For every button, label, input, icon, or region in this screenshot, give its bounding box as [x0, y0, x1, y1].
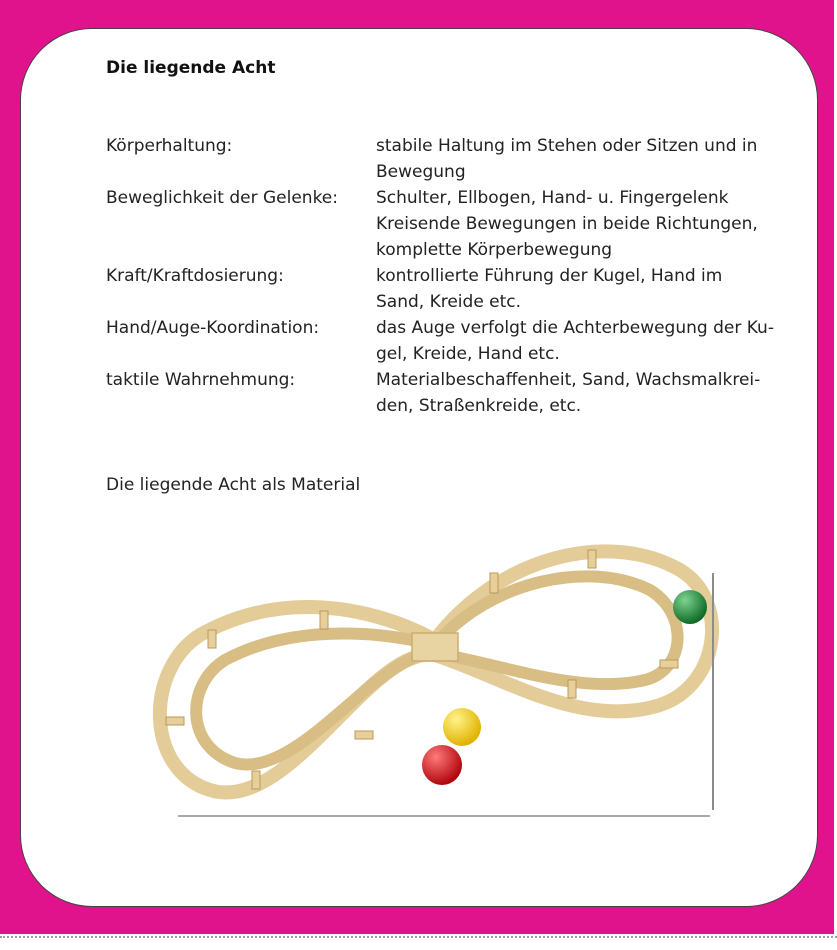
row-label: Beweglichkeit der Gelenke:: [106, 188, 338, 208]
row-value: [376, 315, 786, 367]
row-value: [376, 263, 786, 315]
row-value-line: das Auge verfolgt die Achterbewegung der Ku-: [376, 318, 774, 338]
row-label: taktile Wahrnehmung:: [106, 370, 296, 390]
row-value-line: Materialbeschaffenheit, Sand, Wachsmalkrei-: [376, 370, 761, 390]
row-value-line: Kreisende Bewegungen in beide Richtungen,: [376, 214, 758, 234]
material-subtitle: Die liegende Acht als Material: [106, 475, 361, 495]
row-label: Hand/Auge-Koordination:: [106, 318, 320, 338]
row-value-line: Bewegung: [376, 162, 466, 182]
red-ball: [422, 745, 462, 785]
row-value-line: den, Straßenkreide, etc.: [376, 396, 582, 416]
row-label: Körperhaltung:: [106, 136, 233, 156]
row-value-line: kontrollierte Führung der Kugel, Hand im: [376, 266, 723, 286]
row-value-line: stabile Haltung im Stehen oder Sitzen und in: [376, 136, 758, 156]
track-center-piece: [412, 633, 458, 661]
green-ball: [673, 590, 707, 624]
row-value: [376, 133, 786, 185]
page-title: Die liegende Acht: [106, 58, 276, 78]
row-value-line: Schulter, Ellbogen, Hand- u. Fingergelenk: [376, 188, 729, 208]
row-value: [376, 367, 786, 419]
row-label: Kraft/Kraftdosierung:: [106, 266, 284, 286]
row-value-line: gel, Kreide, Hand etc.: [376, 344, 560, 364]
page-separator: [0, 936, 837, 938]
row-value-line: Sand, Kreide etc.: [376, 292, 522, 312]
row-value-line: komplette Körperbewegung: [376, 240, 613, 260]
yellow-ball: [443, 708, 481, 746]
figure-eight-track-image: [140, 535, 730, 825]
row-value: [376, 185, 786, 263]
